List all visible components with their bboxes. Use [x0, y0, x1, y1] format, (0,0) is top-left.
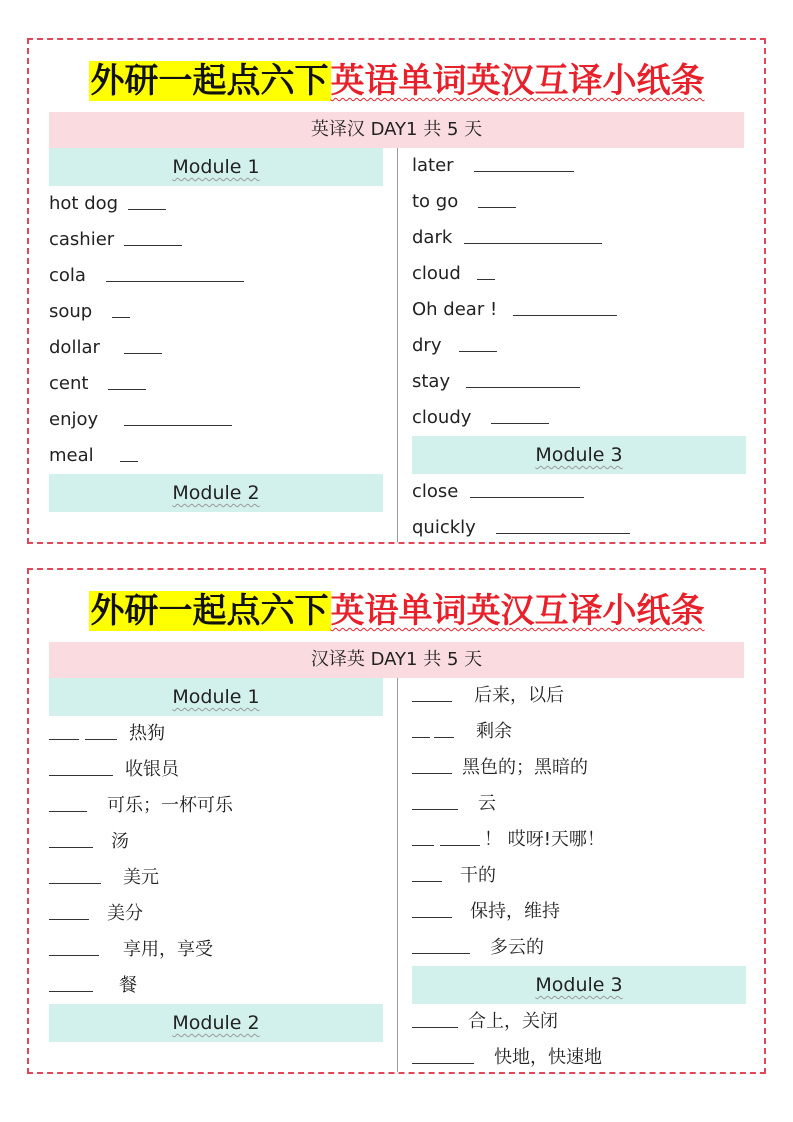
title-highlight: 外研一起点六下: [90, 591, 329, 631]
right-column: [412, 678, 746, 1072]
chinese-to-english-card: [27, 568, 766, 1074]
vocab-row: 剩余: [412, 714, 746, 750]
answer-blank[interactable]: [491, 422, 549, 424]
vocab-row: hot dog: [49, 186, 383, 222]
answer-blank[interactable]: [496, 532, 630, 534]
module-3-header: Module 3: [412, 966, 746, 1004]
vocab-row: 餐: [49, 968, 383, 1004]
answer-blank[interactable]: [128, 208, 166, 210]
vocab-row: to go: [412, 184, 746, 220]
vocab-row: 汤: [49, 824, 383, 860]
vocab-row: 保持，维持: [412, 894, 746, 930]
answer-blank[interactable]: [459, 350, 497, 352]
vocab-row: dark: [412, 220, 746, 256]
answer-blank[interactable]: [513, 314, 617, 316]
worksheet-title: [29, 588, 764, 634]
right-column: [412, 148, 746, 542]
vocab-row: 云: [412, 786, 746, 822]
column-divider: [397, 678, 398, 1072]
answer-blank[interactable]: [49, 774, 113, 776]
answer-blank[interactable]: [464, 242, 602, 244]
vocab-row: meal: [49, 438, 383, 474]
vocab-row: close: [412, 474, 746, 510]
answer-blank[interactable]: [434, 736, 454, 738]
module-3-header: Module 3: [412, 436, 746, 474]
answer-blank[interactable]: [412, 1026, 458, 1028]
answer-blank[interactable]: [470, 496, 584, 498]
vocab-row: 快地，快速地: [412, 1040, 746, 1076]
answer-blank[interactable]: [478, 206, 516, 208]
vocab-row: ！ 哎呀!天哪！: [412, 822, 746, 858]
answer-blank[interactable]: [412, 844, 434, 846]
english-to-chinese-card: [27, 38, 766, 544]
vocab-row: dollar: [49, 330, 383, 366]
vocab-row: later: [412, 148, 746, 184]
answer-blank[interactable]: [474, 170, 574, 172]
answer-blank[interactable]: [49, 990, 93, 992]
answer-blank[interactable]: [477, 278, 495, 280]
vocab-row: 干的: [412, 858, 746, 894]
module-2-header: Module 2: [49, 1004, 383, 1042]
answer-blank[interactable]: [412, 772, 452, 774]
module-2-header: Module 2: [49, 474, 383, 512]
left-column: [49, 678, 383, 1072]
vocab-row: 后来，以后: [412, 678, 746, 714]
answer-blank[interactable]: [412, 916, 452, 918]
answer-blank[interactable]: [412, 952, 470, 954]
vocab-row: cent: [49, 366, 383, 402]
answer-blank[interactable]: [112, 316, 130, 318]
answer-blank[interactable]: [49, 846, 93, 848]
title-main: 英语单词英汉互译小纸条: [330, 61, 705, 101]
answer-blank[interactable]: [412, 880, 442, 882]
answer-blank[interactable]: [412, 736, 430, 738]
vocab-row: soup: [49, 294, 383, 330]
left-column: [49, 148, 383, 542]
answer-blank[interactable]: [49, 738, 79, 740]
vocab-row: 美元: [49, 860, 383, 896]
answer-blank[interactable]: [120, 460, 138, 462]
title-main: 英语单词英汉互译小纸条: [330, 591, 705, 631]
answer-blank[interactable]: [49, 882, 101, 884]
day-subheader: 汉译英 DAY1 共 5 天: [49, 642, 744, 678]
vocab-row: enjoy: [49, 402, 383, 438]
vocab-row: cola: [49, 258, 383, 294]
answer-blank[interactable]: [85, 738, 117, 740]
vocab-row: 享用，享受: [49, 932, 383, 968]
vocab-row: cloud: [412, 256, 746, 292]
module-1-header: Module 1: [49, 678, 383, 716]
module-1-header: Module 1: [49, 148, 383, 186]
answer-blank[interactable]: [412, 808, 458, 810]
answer-blank[interactable]: [108, 388, 146, 390]
answer-blank[interactable]: [124, 244, 182, 246]
vocab-row: quickly: [412, 510, 746, 546]
title-highlight: 外研一起点六下: [90, 61, 329, 101]
answer-blank[interactable]: [124, 424, 232, 426]
column-divider: [397, 148, 398, 542]
answer-blank[interactable]: [440, 844, 480, 846]
vocab-row: 可乐；一杯可乐: [49, 788, 383, 824]
answer-blank[interactable]: [49, 954, 99, 956]
vocab-row: 收银员: [49, 752, 383, 788]
answer-blank[interactable]: [412, 700, 452, 702]
answer-blank[interactable]: [49, 918, 89, 920]
vocab-row: Oh dear !: [412, 292, 746, 328]
answer-blank[interactable]: [466, 386, 580, 388]
answer-blank[interactable]: [124, 352, 162, 354]
vocab-row: 美分: [49, 896, 383, 932]
vocab-row: 热狗: [49, 716, 383, 752]
vocab-row: 多云的: [412, 930, 746, 966]
vocab-row: stay: [412, 364, 746, 400]
vocab-row: dry: [412, 328, 746, 364]
vocab-row: cashier: [49, 222, 383, 258]
vocab-row: cloudy: [412, 400, 746, 436]
answer-blank[interactable]: [412, 1062, 474, 1064]
vocab-row: 黑色的；黑暗的: [412, 750, 746, 786]
vocab-row: 合上，关闭: [412, 1004, 746, 1040]
answer-blank[interactable]: [106, 280, 244, 282]
answer-blank[interactable]: [49, 810, 87, 812]
day-subheader: 英译汉 DAY1 共 5 天: [49, 112, 744, 148]
worksheet-title: [29, 58, 764, 104]
